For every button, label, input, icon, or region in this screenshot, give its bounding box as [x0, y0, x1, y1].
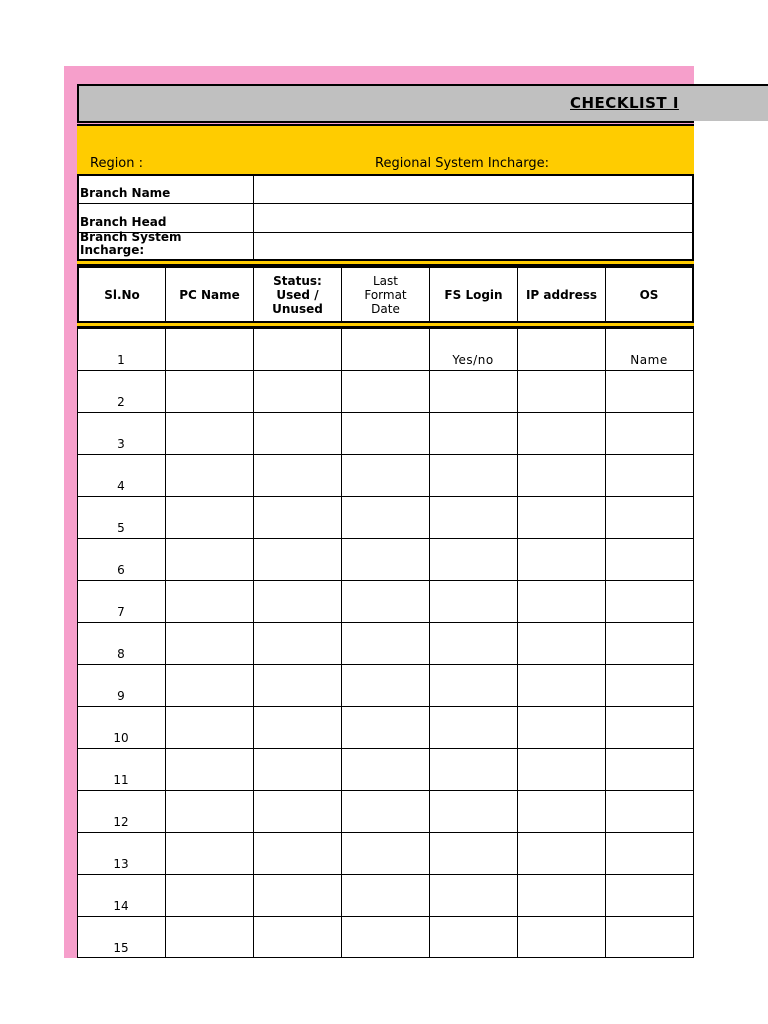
column-header: Last Format Date [341, 268, 429, 322]
grid-line [77, 454, 694, 455]
row-number: 9 [117, 689, 125, 703]
column-header: Sl.No [104, 288, 140, 302]
row-number: 10 [113, 731, 129, 745]
grid-line [77, 538, 694, 539]
grid-line [77, 370, 694, 371]
grid-line [77, 580, 694, 581]
row-number: 7 [117, 605, 125, 619]
grid-line [253, 174, 254, 261]
grid-line [77, 203, 694, 204]
grid-line [77, 916, 694, 917]
grid-line [77, 748, 694, 749]
branch-system-incharge-label: Branch System Incharge: [80, 230, 182, 257]
row-number: 15 [113, 941, 129, 955]
row-number: 14 [113, 899, 129, 913]
row-number: 13 [113, 857, 129, 871]
page-title: CHECKLIST I [570, 94, 679, 112]
region-label: Region : [90, 156, 144, 171]
row-number: 2 [117, 395, 125, 409]
grid-line [77, 874, 694, 875]
grid-line [77, 790, 694, 791]
grid-line [605, 328, 606, 958]
row-number: 8 [117, 647, 125, 661]
column-header: Status: Used / Unused [253, 268, 341, 322]
grid-line [77, 412, 694, 413]
row-number: 3 [117, 437, 125, 451]
divider [77, 121, 694, 123]
column-header: PC Name [165, 268, 253, 322]
grid-line [77, 832, 694, 833]
pc-checklist-table [77, 328, 694, 958]
regional-system-incharge-label: Regional System Incharge: [375, 156, 549, 171]
row-number: 6 [117, 563, 125, 577]
row-number: 12 [113, 815, 129, 829]
row-number: 4 [117, 479, 125, 493]
grid-line [253, 328, 254, 958]
grid-line [429, 328, 430, 958]
row-number: 11 [113, 773, 129, 787]
branch-head-label: Branch Head [80, 215, 167, 229]
grid-line [77, 706, 694, 707]
column-header: FS Login [429, 268, 517, 322]
row-number: 5 [117, 521, 125, 535]
branch-name-label: Branch Name [80, 186, 171, 200]
column-header: IP address [517, 268, 605, 322]
fs-login-hint: Yes/no [452, 353, 494, 367]
divider [77, 124, 694, 126]
grid-line [77, 496, 694, 497]
row-number: 1 [117, 353, 125, 367]
grid-line [77, 664, 694, 665]
grid-line [517, 328, 518, 958]
page-right-margin [694, 121, 768, 1024]
grid-line [77, 622, 694, 623]
grid-line [341, 328, 342, 958]
grid-line [165, 328, 166, 958]
os-hint: Name [630, 353, 668, 367]
column-header: OS [605, 268, 692, 322]
